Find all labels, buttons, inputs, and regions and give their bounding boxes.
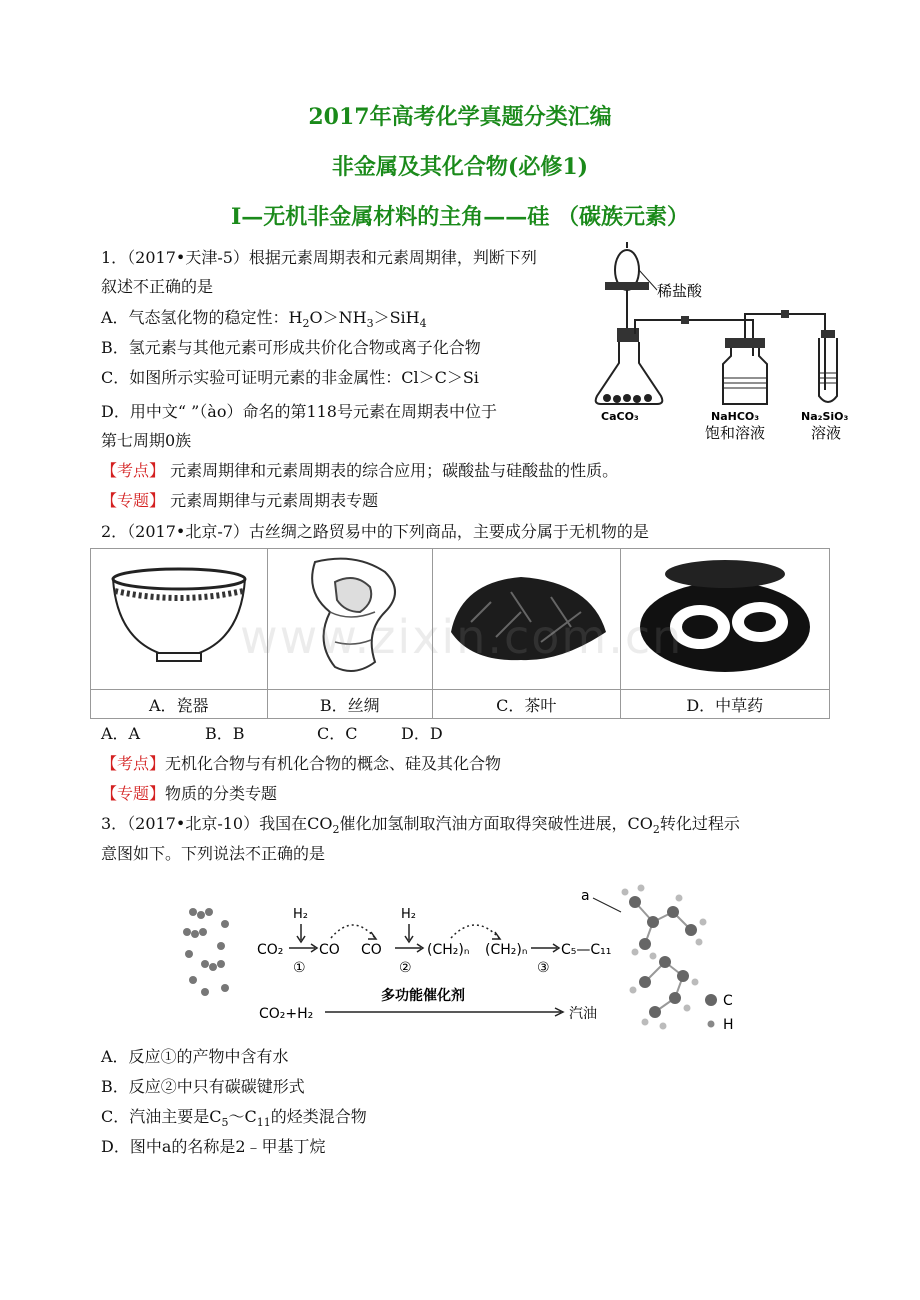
step-3: ③ <box>537 960 550 976</box>
co2-conversion-diagram <box>175 872 770 1042</box>
doc-subtitle: 非金属及其化合物(必修1) <box>331 154 589 180</box>
kaodian-tag: 【考点】 <box>101 461 166 480</box>
q2-kaodian: 【考点】无机化合物与有机化合物的概念、硅及其化合物 <box>101 754 502 773</box>
bottle-label-text: 饱和溶液 <box>705 424 766 442</box>
h2-label-2: H₂ <box>401 907 416 922</box>
section-title: Ⅰ—无机非金属材料的主角——硅 （碳族元素） <box>231 204 689 230</box>
q1-option-b: B．氢元素与其他元素可形成共价化合物或离子化合物 <box>101 338 481 357</box>
caption-b: B．丝绸 <box>267 690 433 719</box>
h2-label-1: H₂ <box>293 907 308 922</box>
q3-stem-line1: 3．（2017•北京-10）我国在$CO_2$催化加氢制取汽油方面取得突破性进展，$CO_2$转化过程示 <box>101 814 740 837</box>
zhuanti-tag: 【专题】 <box>101 491 166 510</box>
porcelain-bowl-image <box>99 557 259 677</box>
c5c11-formula: C₅—C₁₁ <box>561 942 612 958</box>
q2-stem: 2．（2017•北京-7）古丝绸之路贸易中的下列商品，主要成分属于无机物的是 <box>101 522 649 541</box>
acid-label: 稀盐酸 <box>657 282 703 300</box>
q1-option-d-line2: 第七周期0族 <box>101 431 192 450</box>
watermark-text: www.zixin.com.cn <box>240 610 684 664</box>
legend-c: C <box>723 993 733 1009</box>
q3-option-a: A．反应①的产物中含有水 <box>101 1047 289 1066</box>
q3-option-c: C．汽油主要是$C_5\sim C_{11}$的烃类混合物 <box>101 1107 367 1130</box>
q1-option-a: A．气态氢化物的稳定性：$H_2O>NH_3>SiH_4$ <box>101 308 427 331</box>
caption-d: D．中草药 <box>620 690 829 719</box>
bottle-label-formula: NaHCO₃ <box>711 410 760 423</box>
ch2n-formula-2: (CH₂)ₙ <box>485 942 528 958</box>
co-formula-1: CO <box>319 942 340 958</box>
label-a: a <box>581 888 590 904</box>
q1-option-c: C．如图所示实验可证明元素的非金属性：Cl＞C＞Si <box>101 368 479 387</box>
apparatus-figure <box>585 238 885 443</box>
q1-stem-line2: 叙述不正确的是 <box>101 277 214 296</box>
caption-a: A．瓷器 <box>91 690 268 719</box>
q3-stem-line2: 意图如下。下列说法不正确的是 <box>101 844 326 863</box>
co-formula-2: CO <box>361 942 382 958</box>
ch2n-formula-1: (CH₂)ₙ <box>427 942 470 958</box>
gasoline-label: 汽油 <box>569 1006 597 1022</box>
tube-label-formula: Na₂SiO₃ <box>801 410 849 423</box>
caption-c: C．茶叶 <box>433 690 620 719</box>
q3-option-d: D．图中a的名称是2﹣甲基丁烷 <box>101 1137 326 1156</box>
q1-kaodian: 【考点】 元素周期律和元素周期表的综合应用；碳酸盐与硅酸盐的性质。 <box>101 461 619 480</box>
doc-title: 2017年高考化学真题分类汇编 <box>308 104 612 130</box>
q1-option-d-line1: D．用中文“ ”（ào）命名的第118号元素在周期表中位于 <box>101 402 497 421</box>
zhuanti-tag: 【专题】 <box>101 784 166 803</box>
q3-option-b: B．反应②中只有碳碳键形式 <box>101 1077 305 1096</box>
q2-choice-d: D．D <box>401 724 443 743</box>
q2-choice-b: B．B <box>205 724 245 743</box>
q1-zhuanti: 【专题】 元素周期律与元素周期表专题 <box>101 491 379 510</box>
q1-stem-line1: 1．（2017•天津-5）根据元素周期表和元素周期律，判断下列 <box>101 248 537 267</box>
co2-formula: CO₂ <box>257 942 284 958</box>
kaodian-tag: 【考点】 <box>101 754 166 773</box>
co2-h2-formula: CO₂+H₂ <box>259 1006 314 1022</box>
step-2: ② <box>399 960 412 976</box>
q2-choice-c: C．C <box>317 724 358 743</box>
q2-choices <box>101 723 443 745</box>
legend-h: H <box>723 1017 734 1033</box>
flask-label: CaCO₃ <box>601 410 639 423</box>
q2-choice-a: A．A <box>101 724 141 743</box>
catalyst-label: 多功能催化剂 <box>381 988 465 1004</box>
q2-zhuanti: 【专题】物质的分类专题 <box>101 784 278 803</box>
step-1: ① <box>293 960 306 976</box>
tube-label-text: 溶液 <box>811 424 842 442</box>
